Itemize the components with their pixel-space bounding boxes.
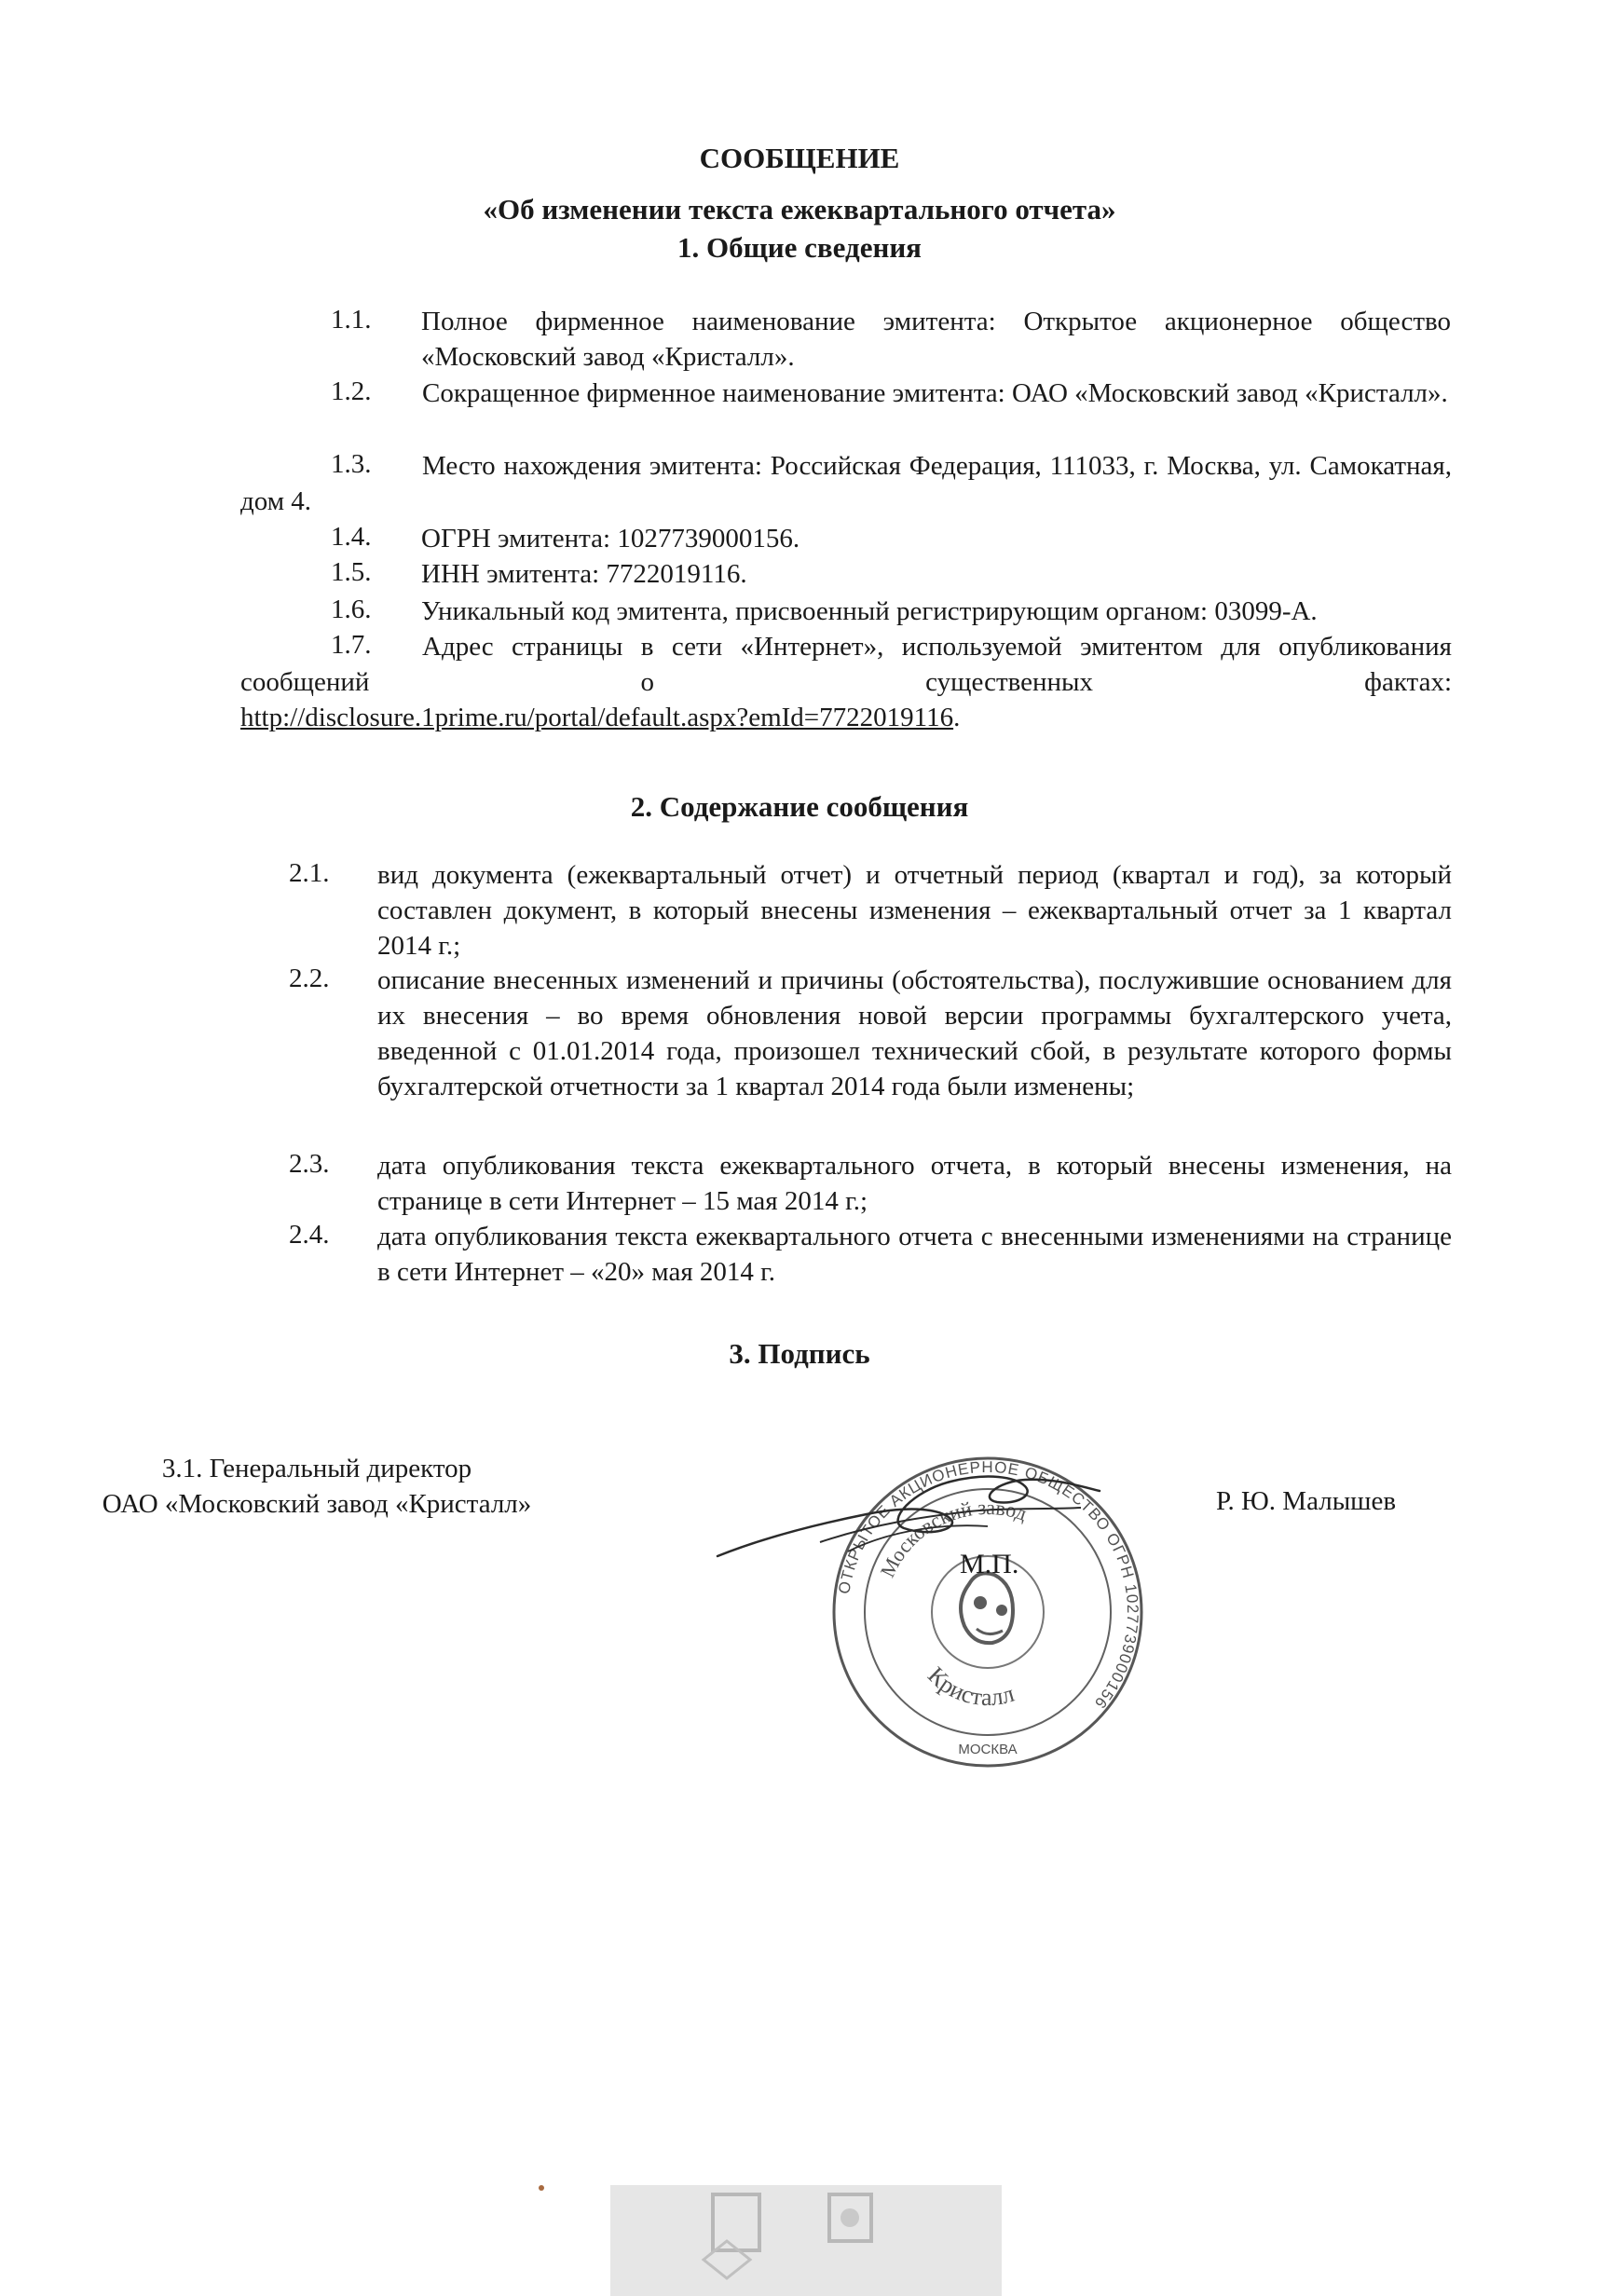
item-text: ИНН эмитента: 7722019116. <box>421 559 747 589</box>
disclosure-link[interactable]: http://disclosure.1prime.ru/portal/default.aspx?emId=7722019116 <box>240 703 954 732</box>
item-text: ОГРН эмитента: 1027739000156. <box>421 524 800 554</box>
item-number: 2.1. <box>289 858 330 888</box>
item-number: 1.5. <box>331 557 372 587</box>
disclosure-link-line <box>240 700 1452 735</box>
item-number: 2.2. <box>289 964 330 993</box>
item-number: 1.2. <box>331 376 372 406</box>
item-text: вид документа (ежеквартальный отчет) и отчетный период (квартал и год), за который составлен документ, в который внесены изменения – ежеквартальный отчет за 1 квартал 2014 г.; <box>377 860 1452 961</box>
mp-label: М.П. <box>960 1549 1019 1579</box>
signatory-name: Р. Ю. Малышев <box>1216 1486 1397 1516</box>
document-title: СООБЩЕНИЕ <box>699 142 900 174</box>
item-text: дата опубликования текста ежеквартального отчета, в который внесены изменения, на странице в сети Интернет – 15 мая 2014 г.; <box>377 1151 1452 1216</box>
stamp-emblem-icon <box>961 1573 1013 1643</box>
link-suffix: . <box>953 703 961 732</box>
item-number: 1.4. <box>331 522 372 552</box>
item-number: 1.7. <box>331 630 372 660</box>
position-line-1: 3.1. Генеральный директор <box>161 1454 472 1483</box>
item-text: Полное фирменное наименование эмитента: Открытое акционерное общество «Московский завод «Кристалл». <box>421 307 1451 372</box>
section-2-title: 2. Содержание сообщения <box>630 790 969 823</box>
item-number: 1.1. <box>331 305 372 335</box>
svg-text:Кристалл <box>922 1661 1018 1711</box>
item-text: дата опубликования текста ежеквартального отчета с внесенными изменениями на странице в сети Интернет – «20» мая 2014 г. <box>377 1222 1452 1287</box>
stamp-inner-bottom-text: Кристалл <box>922 1661 1018 1712</box>
item-number: 2.3. <box>289 1149 330 1179</box>
bottom-scan-graphic <box>610 2185 1002 2296</box>
item-text: Уникальный код эмитента, присвоенный регистрирующим органом: 03099-А. <box>421 596 1318 626</box>
section-3-title: 3. Подпись <box>729 1337 870 1370</box>
position-line-2: ОАО «Московский завод «Кристалл» <box>102 1489 532 1519</box>
signatory-position <box>56 1451 578 1522</box>
section-1-title: 1. Общие сведения <box>677 231 922 264</box>
item-text: Сокращенное фирменное наименование эмитента: ОАО «Московский завод «Кристалл». <box>422 378 1448 408</box>
document-subtitle: «Об изменении текста ежеквартального отчета» <box>483 193 1116 226</box>
item-number: 2.4. <box>289 1220 330 1250</box>
item-text: Место нахождения эмитента: Российская Федерация, 111033, г. Москва, ул. Самокатная, дом 4. <box>240 451 1452 516</box>
stamp-outer-text: ОТКРЫТОЕ АКЦИОНЕРНОЕ ОБЩЕСТВО ОГРН 1027739000156 <box>835 1457 1142 1713</box>
item-text: описание внесенных изменений и причины (обстоятельства), послужившие основанием для их внесения – во время обновления новой версии программы бухгалтерского учета, введенной с 01.01.2014 года, произошел технический сбой, в результате которого формы бухгалтерской отчетности за 1 квартал 2014 года были изменены; <box>377 965 1452 1101</box>
item-text: Адрес страницы в сети «Интернет», используемой эмитентом для опубликования сообщений о существенных фактах: <box>240 632 1452 697</box>
item-number: 1.3. <box>331 449 372 479</box>
handwritten-signature <box>708 1435 1109 1575</box>
ink-dot <box>539 2185 544 2191</box>
item-number: 1.6. <box>331 594 372 624</box>
stamp-bottom-text: МОСКВА <box>958 1742 1018 1757</box>
stamp-inner-top-text: Московский завод <box>875 1495 1031 1581</box>
